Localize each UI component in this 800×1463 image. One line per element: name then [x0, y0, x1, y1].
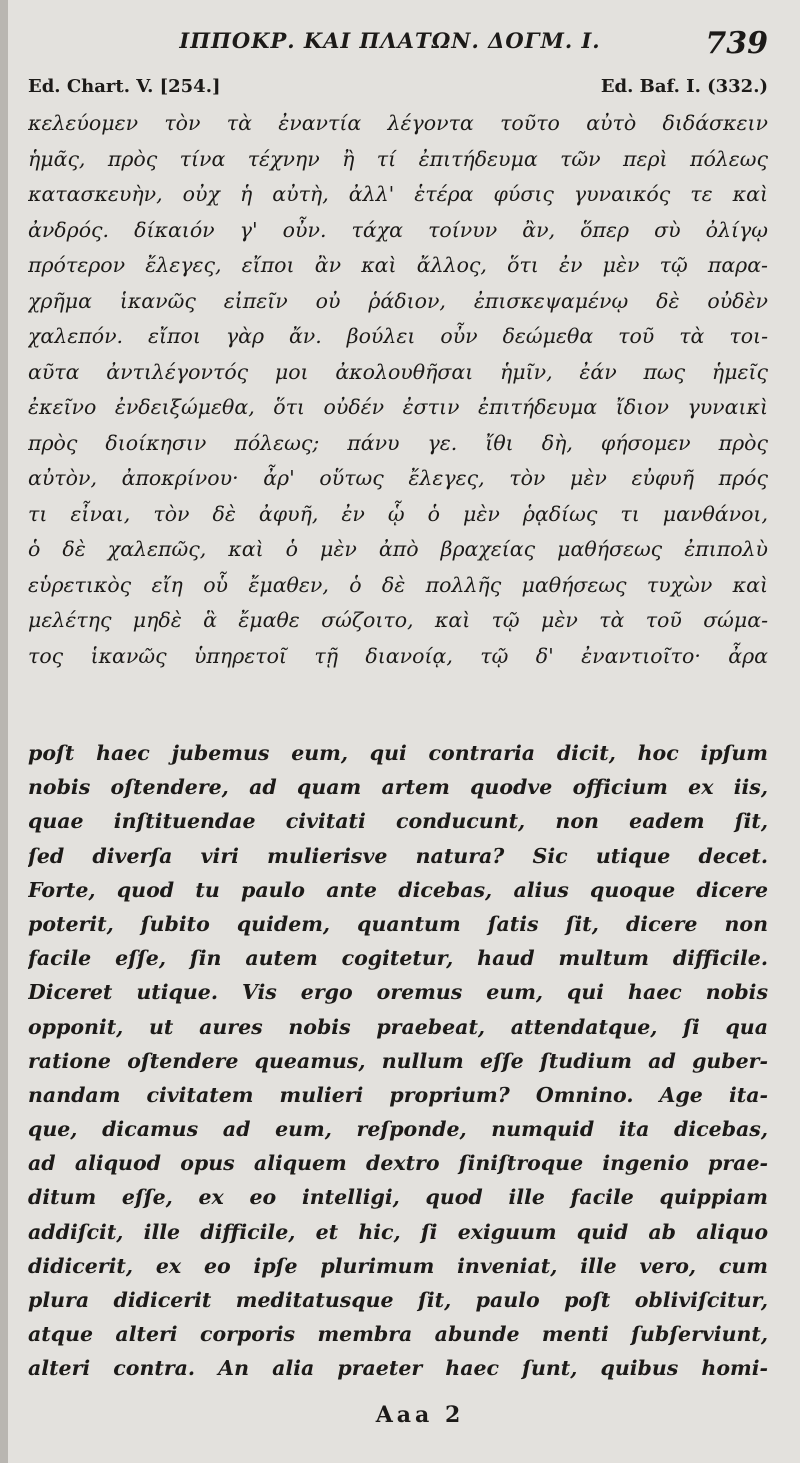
- greek-text-line: ἀνδρός. δίκαιόν γ' οὖν. τάχα τοίνυν ἂν, ὅπερ σὺ ὀλίγῳ: [28, 217, 768, 242]
- latin-text-line: ditum eſſe, ex eo intelligi, quod ille facile quippiam: [28, 1185, 768, 1210]
- greek-text-line: πρότερον ἔλεγες, εἴποι ἂν καὶ ἄλλος, ὅτι ἐν μὲν τῷ παρα-: [28, 253, 768, 277]
- edition-reference-left: Ed. Chart. V. [254.]: [28, 76, 221, 97]
- greek-text-line: κελεύομεν τὸν τὰ ἐναντία λέγοντα τοῦτο αὐτὸ διδάσκειν: [28, 111, 768, 135]
- greek-text-block: [28, 106, 768, 674]
- greek-text-line: πρὸς διοίκησιν πόλεως; πάνυ γε. ἴθι δὴ, φήσομεν πρὸς: [28, 430, 768, 455]
- page-gutter-shadow: [0, 0, 8, 1463]
- greek-text-line: αὐτὸν, ἀποκρίνου· ἆρ' οὕτως ἔλεγες, τὸν μὲν εὐφυῆ πρός: [28, 466, 768, 490]
- latin-text-line: que, dicamus ad eum, reſponde, numquid ita dicebas,: [28, 1117, 768, 1142]
- latin-text-line: ad aliquod opus aliquem dextro ſiniſtroque ingenio prae-: [28, 1151, 768, 1176]
- latin-text-line: Forte, quod tu paulo ante dicebas, alius quoque dicere: [28, 877, 768, 902]
- latin-text-line: poterit, ſubito quidem, quantum ſatis ſit, dicere non: [28, 911, 768, 936]
- page-number: 739: [705, 26, 768, 61]
- latin-text-line: poſt haec jubemus eum, qui contraria dicit, hoc ipſum: [28, 741, 768, 765]
- latin-text-line: nobis oſtendere, ad quam artem quodve officium ex iis,: [28, 775, 768, 800]
- greek-text-line: τι εἶναι, τὸν δὲ ἀφυῆ, ἐν ᾧ ὁ μὲν ῥᾳδίως τι μανθάνοι,: [28, 501, 768, 526]
- greek-text-line: εὑρετικὸς εἴη οὗ ἔμαθεν, ὁ δὲ πολλῆς μαθήσεως τυχὼν καὶ: [28, 572, 768, 597]
- latin-text-line: alteri contra. An alia praeter haec ſunt, quibus homi-: [28, 1356, 768, 1381]
- greek-text-line: μελέτης μηδὲ ἃ ἔμαθε σώζοιτο, καὶ τῷ μὲν τὰ τοῦ σώμα-: [28, 608, 768, 632]
- greek-text-line: ἐκεῖνο ἐνδειξώμεθα, ὅτι οὐδέν ἐστιν ἐπιτήδευμα ἴδιον γυναικὶ: [28, 395, 768, 419]
- latin-text-line: quae inſtituendae civitati conducunt, non eadem ſit,: [28, 809, 768, 834]
- printer-signature-mark: Aaa 2: [375, 1402, 465, 1428]
- latin-text-line: ſed diverſa viri mulierisve natura? Sic utique decet.: [28, 843, 768, 868]
- greek-text-line: τος ἱκανῶς ὑπηρετοῖ τῇ διανοίᾳ, τῷ δ' ἐναντιοῖτο· ἆρα: [28, 643, 768, 668]
- greek-text-line: χαλεπόν. εἴποι γὰρ ἄν. βούλει οὖν δεώμεθα τοῦ τὰ τοι-: [28, 324, 768, 348]
- latin-text-block: [28, 736, 768, 1386]
- latin-text-line: plura didicerit meditatusque ſit, paulo poſt obliviſcitur,: [28, 1288, 768, 1312]
- latin-text-line: facile eſſe, ſin autem cogitetur, haud multum difficile.: [28, 946, 768, 971]
- latin-text-line: ratione oſtendere queamus, nullum eſſe ſtudium ad guber-: [28, 1048, 768, 1073]
- edition-reference-right: Ed. Baf. I. (332.): [600, 76, 768, 97]
- greek-text-line: ὁ δὲ χαλεπῶς, καὶ ὁ μὲν ἀπὸ βραχείας μαθήσεως ἐπιπολὺ: [28, 537, 768, 561]
- greek-text-line: κατασκευὴν, οὐχ ἡ αὐτὴ, ἀλλ' ἑτέρα φύσις γυναικός τε καὶ: [28, 182, 768, 206]
- latin-text-line: didicerit, ex eo ipſe plurimum inveniat, ille vero, cum: [28, 1253, 768, 1278]
- greek-text-line: ἡμᾶς, πρὸς τίνα τέχνην ἢ τί ἐπιτήδευμα τῶν περὶ πόλεως: [28, 146, 768, 171]
- greek-text-line: αῦτα ἀντιλέγοντός μοι ἀκολουθῆσαι ἡμῖν, ἐάν πως ἡμεῖς: [28, 359, 768, 384]
- latin-text-line: opponit, ut aures nobis praebeat, attendatque, ſi qua: [28, 1014, 768, 1039]
- latin-text-line: nandam civitatem mulieri proprium? Omnino. Age ita-: [28, 1082, 768, 1107]
- latin-text-line: Diceret utique. Vis ergo oremus eum, qui haec nobis: [28, 980, 768, 1005]
- latin-text-line: addiſcit, ille difficile, et hic, ſi exiguum quid ab aliquo: [28, 1219, 768, 1244]
- latin-text-line: atque alteri corporis membra abunde menti ſubſerviunt,: [28, 1322, 768, 1347]
- running-head: ΙΠΠΟΚΡ. ΚΑΙ ΠΛΑΤΩΝ. ΔΟΓΜ. Ι.: [179, 28, 601, 53]
- greek-text-line: χρῆμα ἱκανῶς εἰπεῖν οὐ ῥάδιον, ἐπισκεψαμένῳ δὲ οὐδὲν: [28, 288, 768, 313]
